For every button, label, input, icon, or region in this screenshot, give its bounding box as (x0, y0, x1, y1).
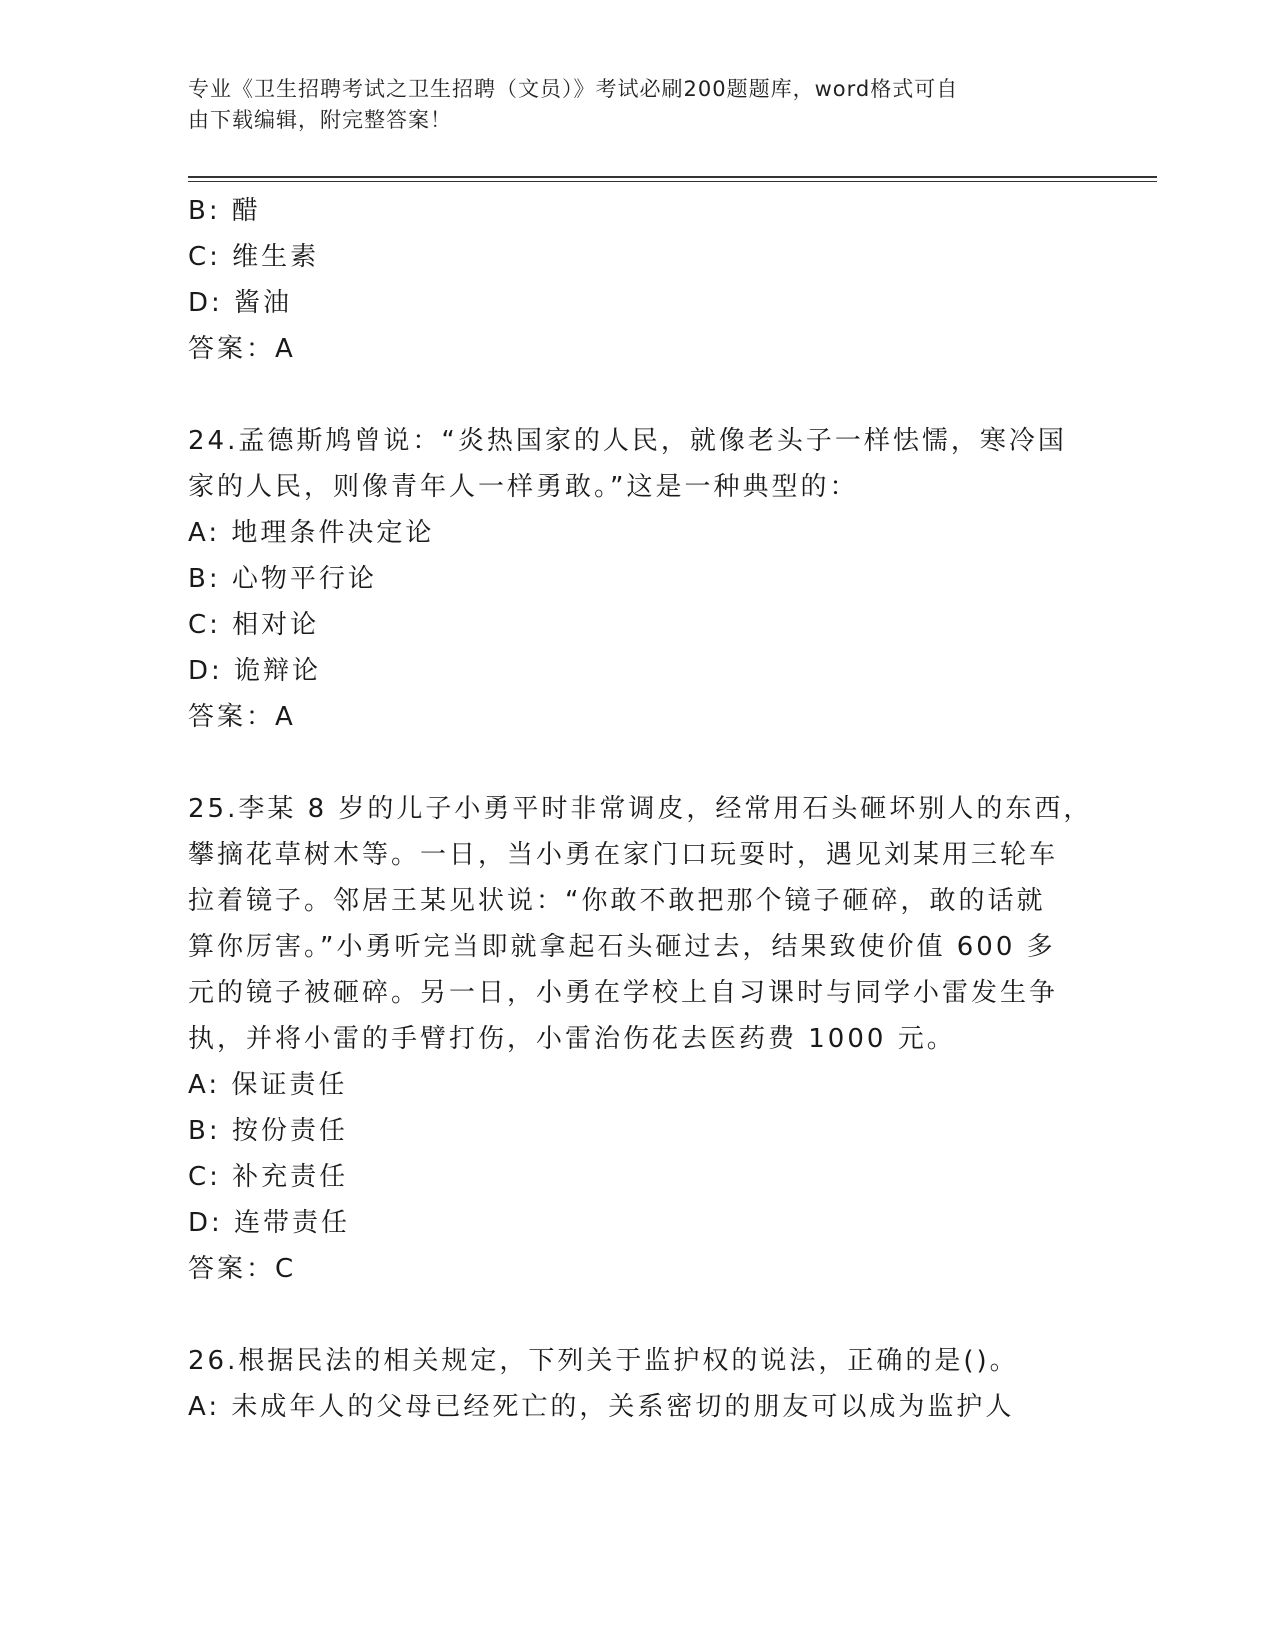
header-line-1: 专业《卫生招聘考试之卫生招聘（文员）》考试必刷200题题库，word格式可自 (188, 77, 959, 101)
header-line-2: 由下载编辑，附完整答案！ (188, 108, 452, 132)
option-c: C: 相对论 (188, 610, 320, 640)
question-text-line: 25.李某 8 岁的儿子小勇平时非常调皮，经常用石头砸坏别人的东西， (188, 794, 1093, 824)
option-c: C: 补充责任 (188, 1162, 349, 1192)
option-d: D: 连带责任 (188, 1208, 351, 1238)
option-a: A: 未成年人的父母已经死亡的，关系密切的朋友可以成为监护人 (188, 1392, 1015, 1422)
question-25 (188, 786, 1093, 1292)
option-d: D: 酱油 (188, 288, 293, 318)
question-text-line: 攀摘花草树木等。一日，当小勇在家门口玩耍时，遇见刘某用三轮车 (188, 840, 1059, 870)
answer: 答案：A (188, 702, 296, 732)
question-24 (188, 418, 1088, 740)
spacer (188, 740, 1088, 786)
option-d: D: 诡辩论 (188, 656, 322, 686)
question-text-line: 元的镜子被砸碎。另一日，小勇在学校上自习课时与同学小雷发生争 (188, 978, 1059, 1008)
option-a: A: 保证责任 (188, 1070, 348, 1100)
question-text-line: 24.孟德斯鸠曾说：“炎热国家的人民，就像老头子一样怯懦，寒冷国 (188, 426, 1067, 456)
document-header (188, 74, 1068, 136)
question-26 (188, 1338, 1088, 1430)
option-b: B: 醋 (188, 196, 261, 226)
header-divider-thick (188, 176, 1157, 178)
answer: 答案：C (188, 1254, 297, 1284)
question-text-line: 26.根据民法的相关规定，下列关于监护权的说法，正确的是()。 (188, 1346, 1019, 1376)
header-divider-thin (188, 181, 1157, 182)
question-text-line: 执，并将小雷的手臂打伤，小雷治伤花去医药费 1000 元。 (188, 1024, 956, 1054)
option-a: A: 地理条件决定论 (188, 518, 435, 548)
spacer (188, 372, 1088, 418)
answer: 答案：A (188, 334, 296, 364)
question-text-line: 算你厉害。”小勇听完当即就拿起石头砸过去，结果致使价值 600 多 (188, 932, 1056, 962)
option-b: B: 心物平行论 (188, 564, 377, 594)
document-body (188, 188, 1093, 1430)
question-text-line: 家的人民，则像青年人一样勇敢。”这是一种典型的： (188, 472, 859, 502)
option-b: B: 按份责任 (188, 1116, 348, 1146)
question-23-continued (188, 188, 1088, 372)
question-text-line: 拉着镜子。邻居王某见状说：“你敢不敢把那个镜子砸碎，敢的话就 (188, 886, 1046, 916)
option-c: C: 维生素 (188, 242, 320, 272)
spacer (188, 1292, 1088, 1338)
